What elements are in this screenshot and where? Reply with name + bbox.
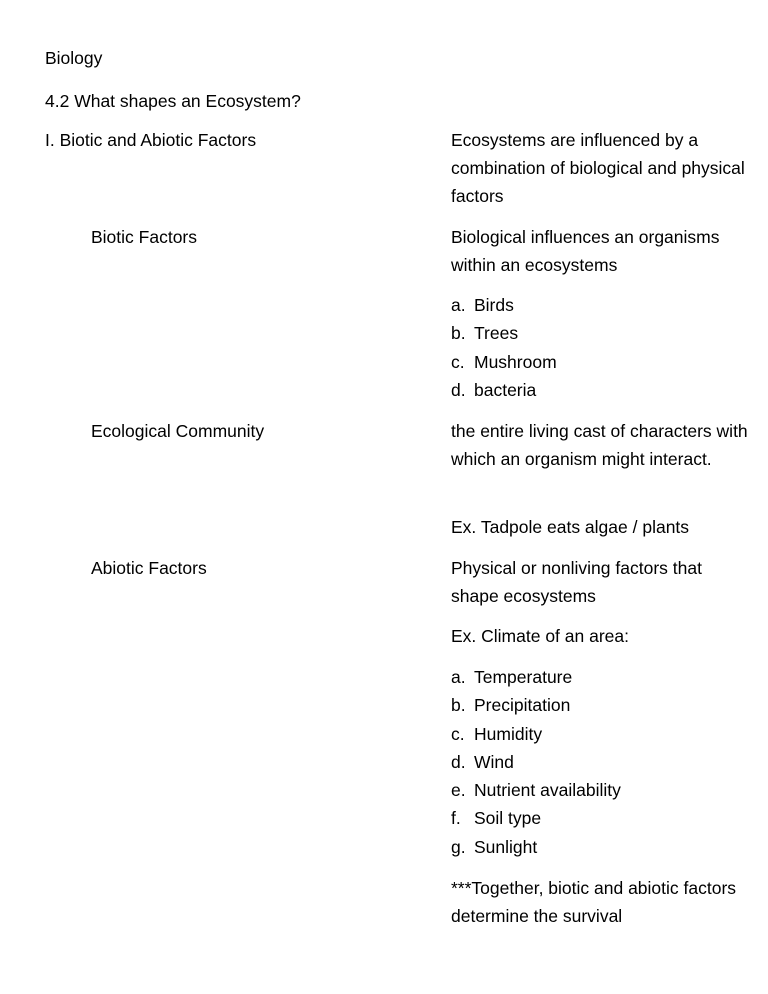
subject-heading: Biology [45, 48, 103, 68]
section-title: 4.2 What shapes an Ecosystem? [45, 91, 301, 111]
outline-term-biotic-abiotic: I. Biotic and Abiotic Factors [45, 130, 257, 150]
outline-term-ecological-community: Ecological Community [91, 421, 265, 441]
list-item [451, 376, 557, 404]
outline-term-abiotic-factors: Abiotic Factors [91, 558, 207, 578]
list-item-text: Trees [474, 323, 519, 344]
definition-text: the entire living cast of characters with which an organism might interact. [451, 421, 748, 469]
biotic-examples-list [451, 291, 557, 404]
list-item-text: Sunlight [474, 836, 538, 857]
outline-term-biotic-factors: Biotic Factors [91, 227, 197, 247]
list-item-text: Mushroom [474, 351, 557, 372]
list-marker: f. [451, 808, 461, 829]
list-item [451, 348, 557, 376]
list-marker: c. [451, 723, 465, 744]
list-item [451, 291, 557, 319]
list-marker: a. [451, 667, 466, 687]
example-abiotic-factors: Ex. Climate of an area: [451, 626, 629, 646]
list-marker: b. [451, 695, 466, 716]
list-marker: d. [451, 379, 466, 400]
list-item [451, 804, 621, 832]
list-marker: a. [451, 295, 466, 315]
definition-ecological-community [451, 417, 751, 473]
list-item [451, 776, 621, 804]
list-item [451, 748, 621, 776]
definition-abiotic-factors [451, 554, 751, 610]
closing-note [451, 874, 751, 930]
abiotic-examples-list [451, 663, 621, 861]
definition-text: Physical or nonliving factors that shape ecosystems [451, 558, 702, 606]
list-marker: c. [451, 351, 465, 372]
list-item-text: Nutrient availability [474, 780, 621, 801]
list-item-text: Wind [474, 751, 514, 772]
closing-note-text: ***Together, biotic and abiotic factors determine the survival [451, 878, 737, 926]
definition-text: Ecosystems are influenced by a combination of biological and physical factors [451, 130, 745, 206]
example-ecological-community: Ex. Tadpole eats algae / plants [451, 517, 690, 537]
list-item-text: bacteria [474, 379, 537, 400]
definition-biotic-abiotic [451, 126, 751, 210]
list-marker: e. [451, 780, 466, 801]
list-item [451, 833, 621, 861]
list-item-text: Birds [474, 295, 514, 315]
definition-text: Biological influences an organisms within an ecosystems [451, 227, 720, 275]
list-item [451, 319, 557, 347]
list-marker: g. [451, 836, 466, 857]
list-item-text: Temperature [474, 667, 573, 687]
list-marker: d. [451, 751, 466, 772]
list-item-text: Soil type [474, 808, 542, 829]
list-item [451, 691, 621, 719]
list-item [451, 720, 621, 748]
definition-biotic-factors [451, 223, 751, 279]
list-item-text: Humidity [474, 723, 543, 744]
list-marker: b. [451, 323, 466, 344]
list-item-text: Precipitation [474, 695, 571, 716]
list-item [451, 663, 621, 691]
